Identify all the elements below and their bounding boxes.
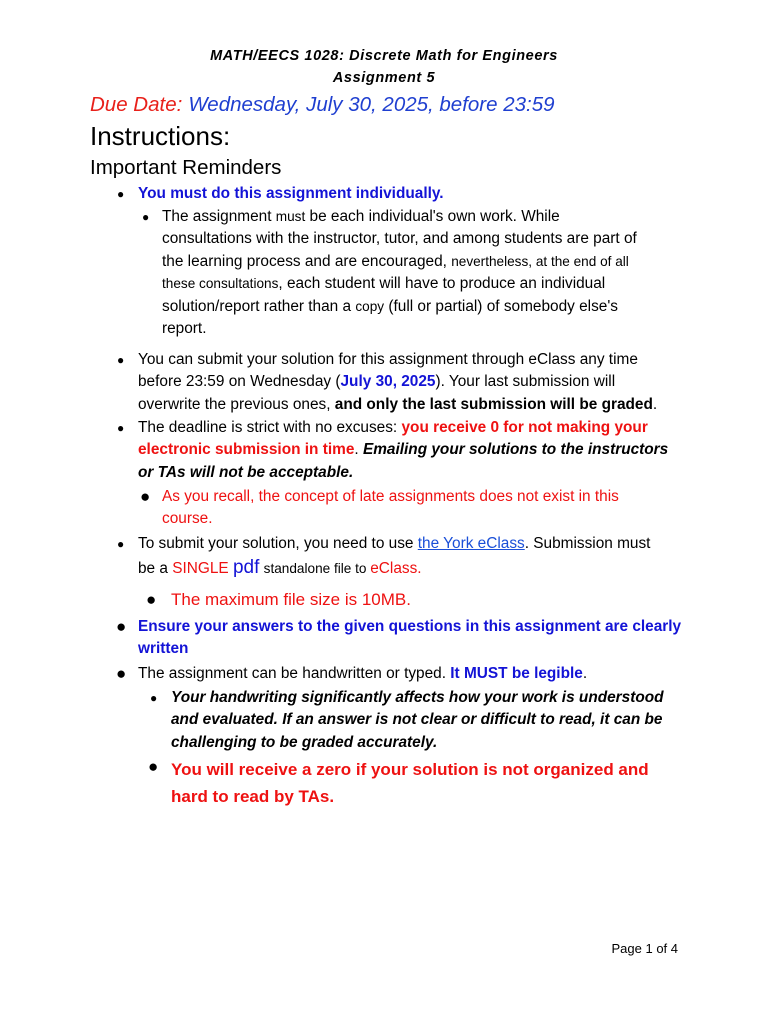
eclass-submission: To submit your solution, you need to use the York eClass. Submission must be a SINGLE pdf standalone file to eClass. — [138, 535, 651, 579]
due-date-label: Due Date: — [90, 93, 183, 116]
instructions-heading: Instructions: — [90, 121, 231, 151]
bullet-icon: ● — [150, 691, 158, 705]
bullet-icon: ● — [117, 421, 125, 435]
individual-reminder: You must do this assignment individually. — [138, 185, 444, 202]
deadline-policy: The deadline is strict with no excuses: you receive 0 for not making your electronic submission in time. Emailing your solutions to the instructors or TAs will not be acceptable. — [138, 419, 669, 481]
reminders-heading: Important Reminders — [90, 156, 282, 179]
max-file-size: The maximum file size is 10MB. — [171, 590, 411, 609]
york-eclass-link[interactable]: the York eClass — [417, 535, 525, 552]
bullet-icon: ● — [142, 210, 150, 224]
due-date-value: Wednesday, July 30, 2025, before 23:59 — [188, 93, 555, 116]
bullet-icon: ● — [117, 187, 125, 201]
bullet-icon: ● — [148, 757, 159, 776]
handwriting-note: Your handwriting significantly affects how your work is understood and evaluated. If an answer is not clear or difficult to read, it can be challenging to be graded accurately. — [171, 689, 664, 751]
bullet-icon: ● — [146, 590, 157, 609]
bullet-icon: ● — [116, 617, 127, 636]
legibility-rule: The assignment can be handwritten or typed. It MUST be legible. — [138, 665, 588, 682]
own-work-text: The assignment must be each individual's own work. While consultations with the instructor, tutor, and among students are part of the learning process and are encouraged, nevertheless, at the end of all these consultations, each student will have to produce an individual solution/report rather than a copy (full or partial) of somebody else's report. — [162, 208, 637, 338]
zero-warning: You will receive a zero if your solution is not organized and hard to read by TAs. — [171, 760, 649, 806]
course-title: MATH/EECS 1028: Discrete Math for Engineers — [210, 48, 558, 64]
bullet-icon: ● — [117, 537, 125, 551]
submission-info: You can submit your solution for this assignment through eClass any time before 23:59 on Wednesday (July 30, 2025). Your last submission will overwrite the previous ones, and only the last submission will be graded. — [138, 351, 658, 413]
bullet-icon: ● — [117, 353, 125, 367]
bullet-icon: ● — [140, 487, 151, 506]
clarity-reminder: Ensure your answers to the given questions in this assignment are clearly written — [138, 618, 682, 658]
bullet-icon: ● — [116, 664, 127, 683]
due-date — [90, 93, 555, 117]
assignment-title: Assignment 5 — [332, 70, 436, 86]
late-policy: As you recall, the concept of late assignments does not exist in this course. — [162, 488, 619, 528]
page-number: Page 1 of 4 — [611, 941, 678, 956]
